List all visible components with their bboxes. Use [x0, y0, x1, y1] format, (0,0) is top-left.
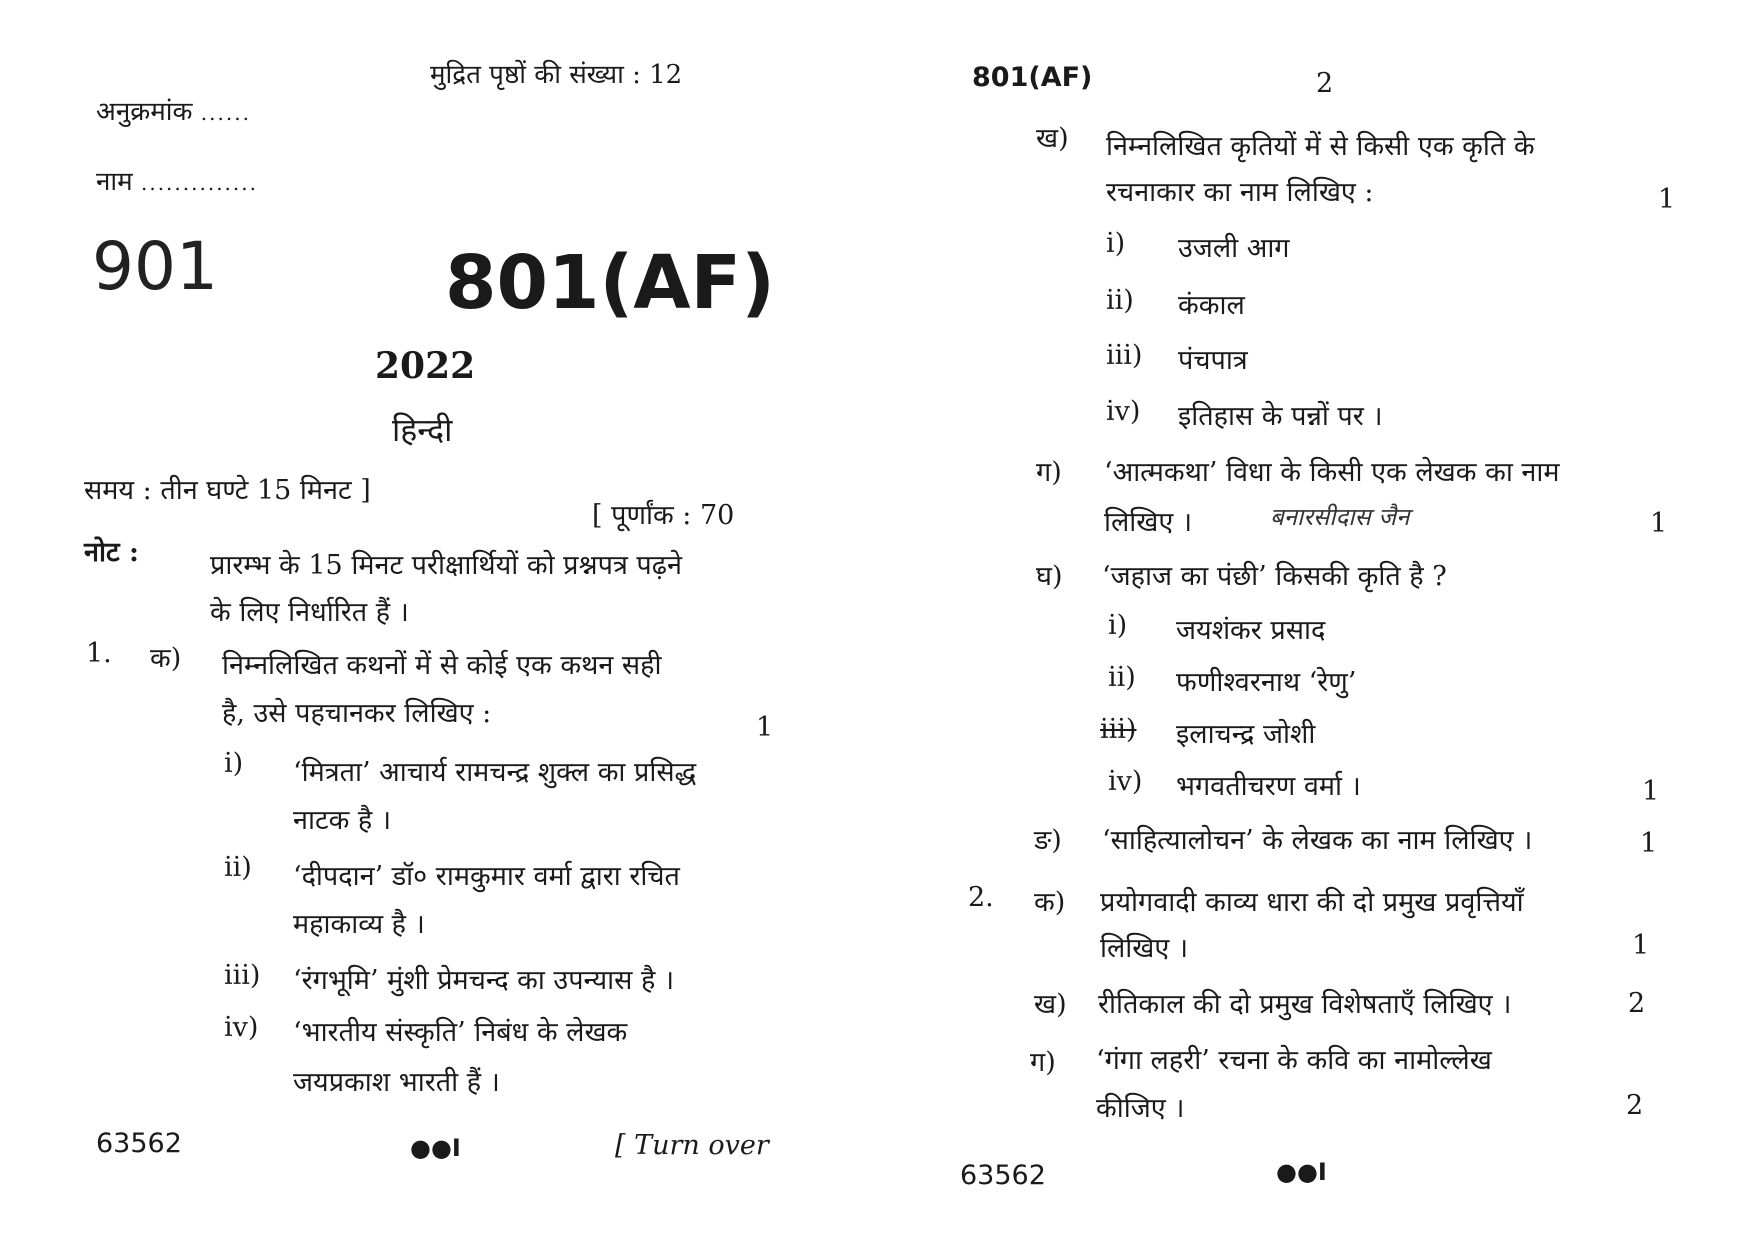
list-item: ii): [1106, 285, 1134, 316]
list-item: i): [1108, 610, 1128, 641]
q1b-marks: 1: [1658, 184, 1676, 215]
q2a-marks: 1: [1632, 930, 1650, 961]
left-footer-mark: ●●I: [410, 1134, 461, 1162]
list-item: पंचपात्र: [1178, 345, 1248, 376]
list-item: iv): [224, 1012, 259, 1043]
list-item: ‘दीपदान’ डॉ० रामकुमार वर्मा द्वारा रचित: [293, 861, 680, 892]
q1e-text: ‘साहित्यालोचन’ के लेखक का नाम लिखिए ।: [1102, 825, 1533, 856]
q2c-marks: 2: [1626, 1090, 1644, 1121]
list-item: ii): [224, 852, 252, 883]
subject-title: हिन्दी: [392, 411, 453, 449]
name-dots: ..............: [140, 171, 258, 195]
handwritten-number: 901: [92, 228, 218, 305]
right-footer-mark: ●●I: [1276, 1158, 1327, 1186]
paper-code-title: 801(AF): [445, 240, 775, 326]
list-item: जयप्रकाश भारती हैं ।: [293, 1067, 500, 1098]
list-item: ‘रंगभूमि’ मुंशी प्रेमचन्द का उपन्यास है ।: [293, 965, 675, 996]
time-info: समय : तीन घण्टे 15 मिनट ]: [84, 475, 371, 506]
list-item: ‘भारतीय संस्कृति’ निबंध के लेखक: [293, 1017, 628, 1048]
q1e-label: ङ): [1034, 825, 1062, 856]
left-footer-code: 63562: [96, 1128, 182, 1159]
list-item: ii): [1108, 662, 1136, 693]
q1d-marks: 1: [1642, 776, 1660, 807]
q2b-marks: 2: [1628, 988, 1646, 1019]
q1c-text-line-1: ‘आत्मकथा’ विधा के किसी एक लेखक का नाम: [1104, 457, 1560, 488]
question-2-number: 2.: [968, 882, 994, 913]
note-label: नोट :: [84, 537, 139, 568]
q1d-label: घ): [1036, 561, 1063, 592]
list-item: i): [224, 748, 244, 779]
list-item: फणीश्वरनाथ ‘रेणु’: [1176, 667, 1357, 698]
list-item: इलाचन्द्र जोशी: [1176, 719, 1316, 750]
page-number: 2: [1316, 68, 1334, 99]
handwritten-answer: बनारसीदास जैन: [1270, 503, 1410, 531]
exam-year: 2022: [375, 345, 476, 387]
roll-number-field: [96, 92, 251, 128]
q2b-label: ख): [1034, 989, 1067, 1020]
q2a-label: क): [1034, 887, 1066, 918]
q2a-text-line-1: प्रयोगवादी काव्य धारा की दो प्रमुख प्रवृत्तियाँ: [1100, 887, 1524, 918]
q2c-label: ग): [1030, 1047, 1056, 1078]
question-1-number: 1.: [86, 638, 112, 669]
q1e-marks: 1: [1640, 828, 1658, 859]
printed-pages-count: मुद्रित पृष्ठों की संख्या : 12: [430, 60, 683, 90]
q1b-text-line-2: रचनाकार का नाम लिखिए :: [1106, 177, 1374, 208]
q1a-text-line-2: है, उसे पहचानकर लिखिए :: [222, 698, 492, 729]
q1d-text: ‘जहाज का पंछी’ किसकी कृति है ?: [1102, 561, 1447, 592]
q1a-marks: 1: [756, 712, 774, 743]
q2c-text-line-1: ‘गंगा लहरी’ रचना के कवि का नामोल्लेख: [1096, 1045, 1492, 1076]
list-item: iii): [1100, 714, 1137, 745]
q2b-text: रीतिकाल की दो प्रमुख विशेषताएँ लिखिए ।: [1098, 989, 1512, 1020]
list-item: i): [1106, 228, 1126, 259]
q2c-text-line-2: कीजिए ।: [1096, 1093, 1185, 1124]
list-item: नाटक है ।: [293, 805, 392, 836]
q1a-label: क): [150, 643, 182, 674]
list-item: महाकाव्य है ।: [293, 909, 425, 940]
q1b-text-line-1: निम्नलिखित कृतियों में से किसी एक कृति के: [1106, 131, 1535, 162]
right-footer-code: 63562: [960, 1160, 1046, 1191]
list-item: iv): [1108, 766, 1143, 797]
q1c-marks: 1: [1650, 508, 1668, 539]
name-label: नाम: [96, 167, 133, 197]
name-field: [96, 162, 258, 198]
list-item: iii): [224, 960, 261, 991]
right-header-code: 801(AF): [972, 62, 1093, 93]
note-line-1: प्रारम्भ के 15 मिनट परीक्षार्थियों को प्रश्नपत्र पढ़ने: [210, 550, 682, 581]
list-item: ‘मित्रता’ आचार्य रामचन्द्र शुक्ल का प्रसिद्ध: [293, 757, 697, 788]
list-item: उजली आग: [1178, 233, 1290, 264]
q1a-text-line-1: निम्नलिखित कथनों में से कोई एक कथन सही: [222, 650, 662, 681]
full-marks-info: [ पूर्णांक : 70: [592, 500, 735, 531]
q1b-label: ख): [1036, 123, 1069, 154]
list-item: iii): [1106, 340, 1143, 371]
roll-number-dots: ......: [200, 101, 251, 125]
list-item: भगवतीचरण वर्मा ।: [1176, 771, 1361, 802]
list-item: इतिहास के पन्नों पर ।: [1178, 401, 1383, 432]
q2a-text-line-2: लिखिए ।: [1100, 933, 1189, 964]
roll-number-label: अनुक्रमांक: [96, 97, 193, 127]
list-item: iv): [1106, 396, 1141, 427]
list-item: कंकाल: [1178, 290, 1245, 321]
turn-over-label: [ Turn over: [615, 1130, 769, 1161]
q1c-label: ग): [1036, 457, 1062, 488]
note-line-2: के लिए निर्धारित हैं ।: [210, 597, 409, 628]
list-item: जयशंकर प्रसाद: [1176, 615, 1326, 646]
q1c-text-line-2: लिखिए ।: [1104, 507, 1193, 538]
